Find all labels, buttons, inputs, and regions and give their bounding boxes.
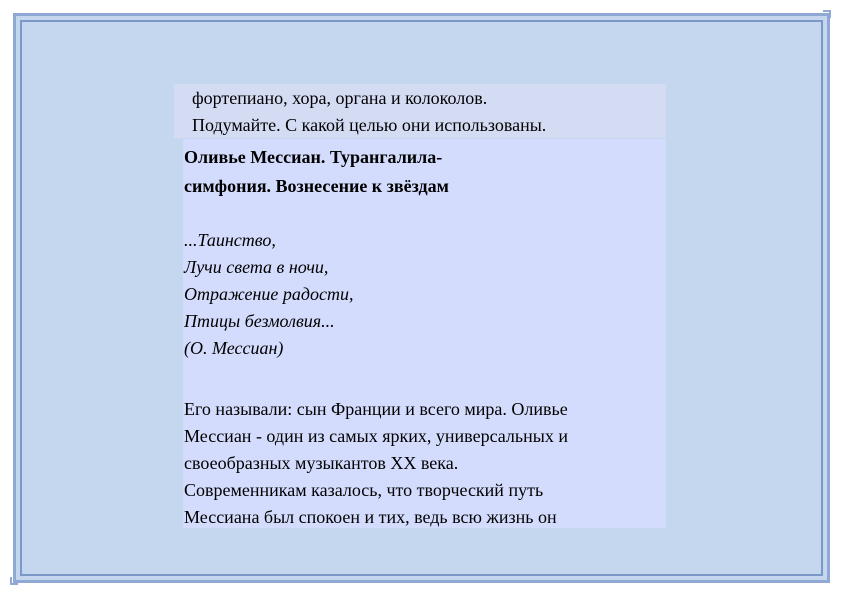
top-text-line: Подумайте. С какой целью они использованы. [192, 115, 547, 135]
poem-line: Птицы безмолвия... [184, 311, 335, 331]
frame-corner-decoration [823, 10, 831, 18]
section-heading: Оливье Мессиан. Турангалила- [184, 147, 443, 167]
body-text-line: Его называли: сын Франции и всего мира. Оливье [184, 399, 568, 419]
section-heading: симфония. Вознесение к звёздам [184, 176, 449, 196]
poem-line: ...Таинство, [184, 230, 276, 250]
top-text-line: фортепиано, хора, органа и колоколов. [192, 88, 488, 108]
body-text-line: Мессиан - один из самых ярких, универсальных и [184, 426, 568, 446]
poem-attribution: (О. Мессиан) [184, 338, 284, 358]
top-text-block [174, 84, 666, 138]
poem-line: Лучи света в ночи, [184, 257, 329, 277]
body-text-line: Мессиана был спокоен и тих, ведь всю жизнь он [184, 507, 557, 527]
body-text-line: Современникам казалось, что творческий путь [184, 480, 544, 500]
main-text-block [183, 139, 666, 528]
body-text-line: своеобразных музыкантов XX века. [184, 453, 459, 473]
frame-corner-decoration [10, 577, 18, 585]
poem-line: Отражение радости, [184, 284, 354, 304]
